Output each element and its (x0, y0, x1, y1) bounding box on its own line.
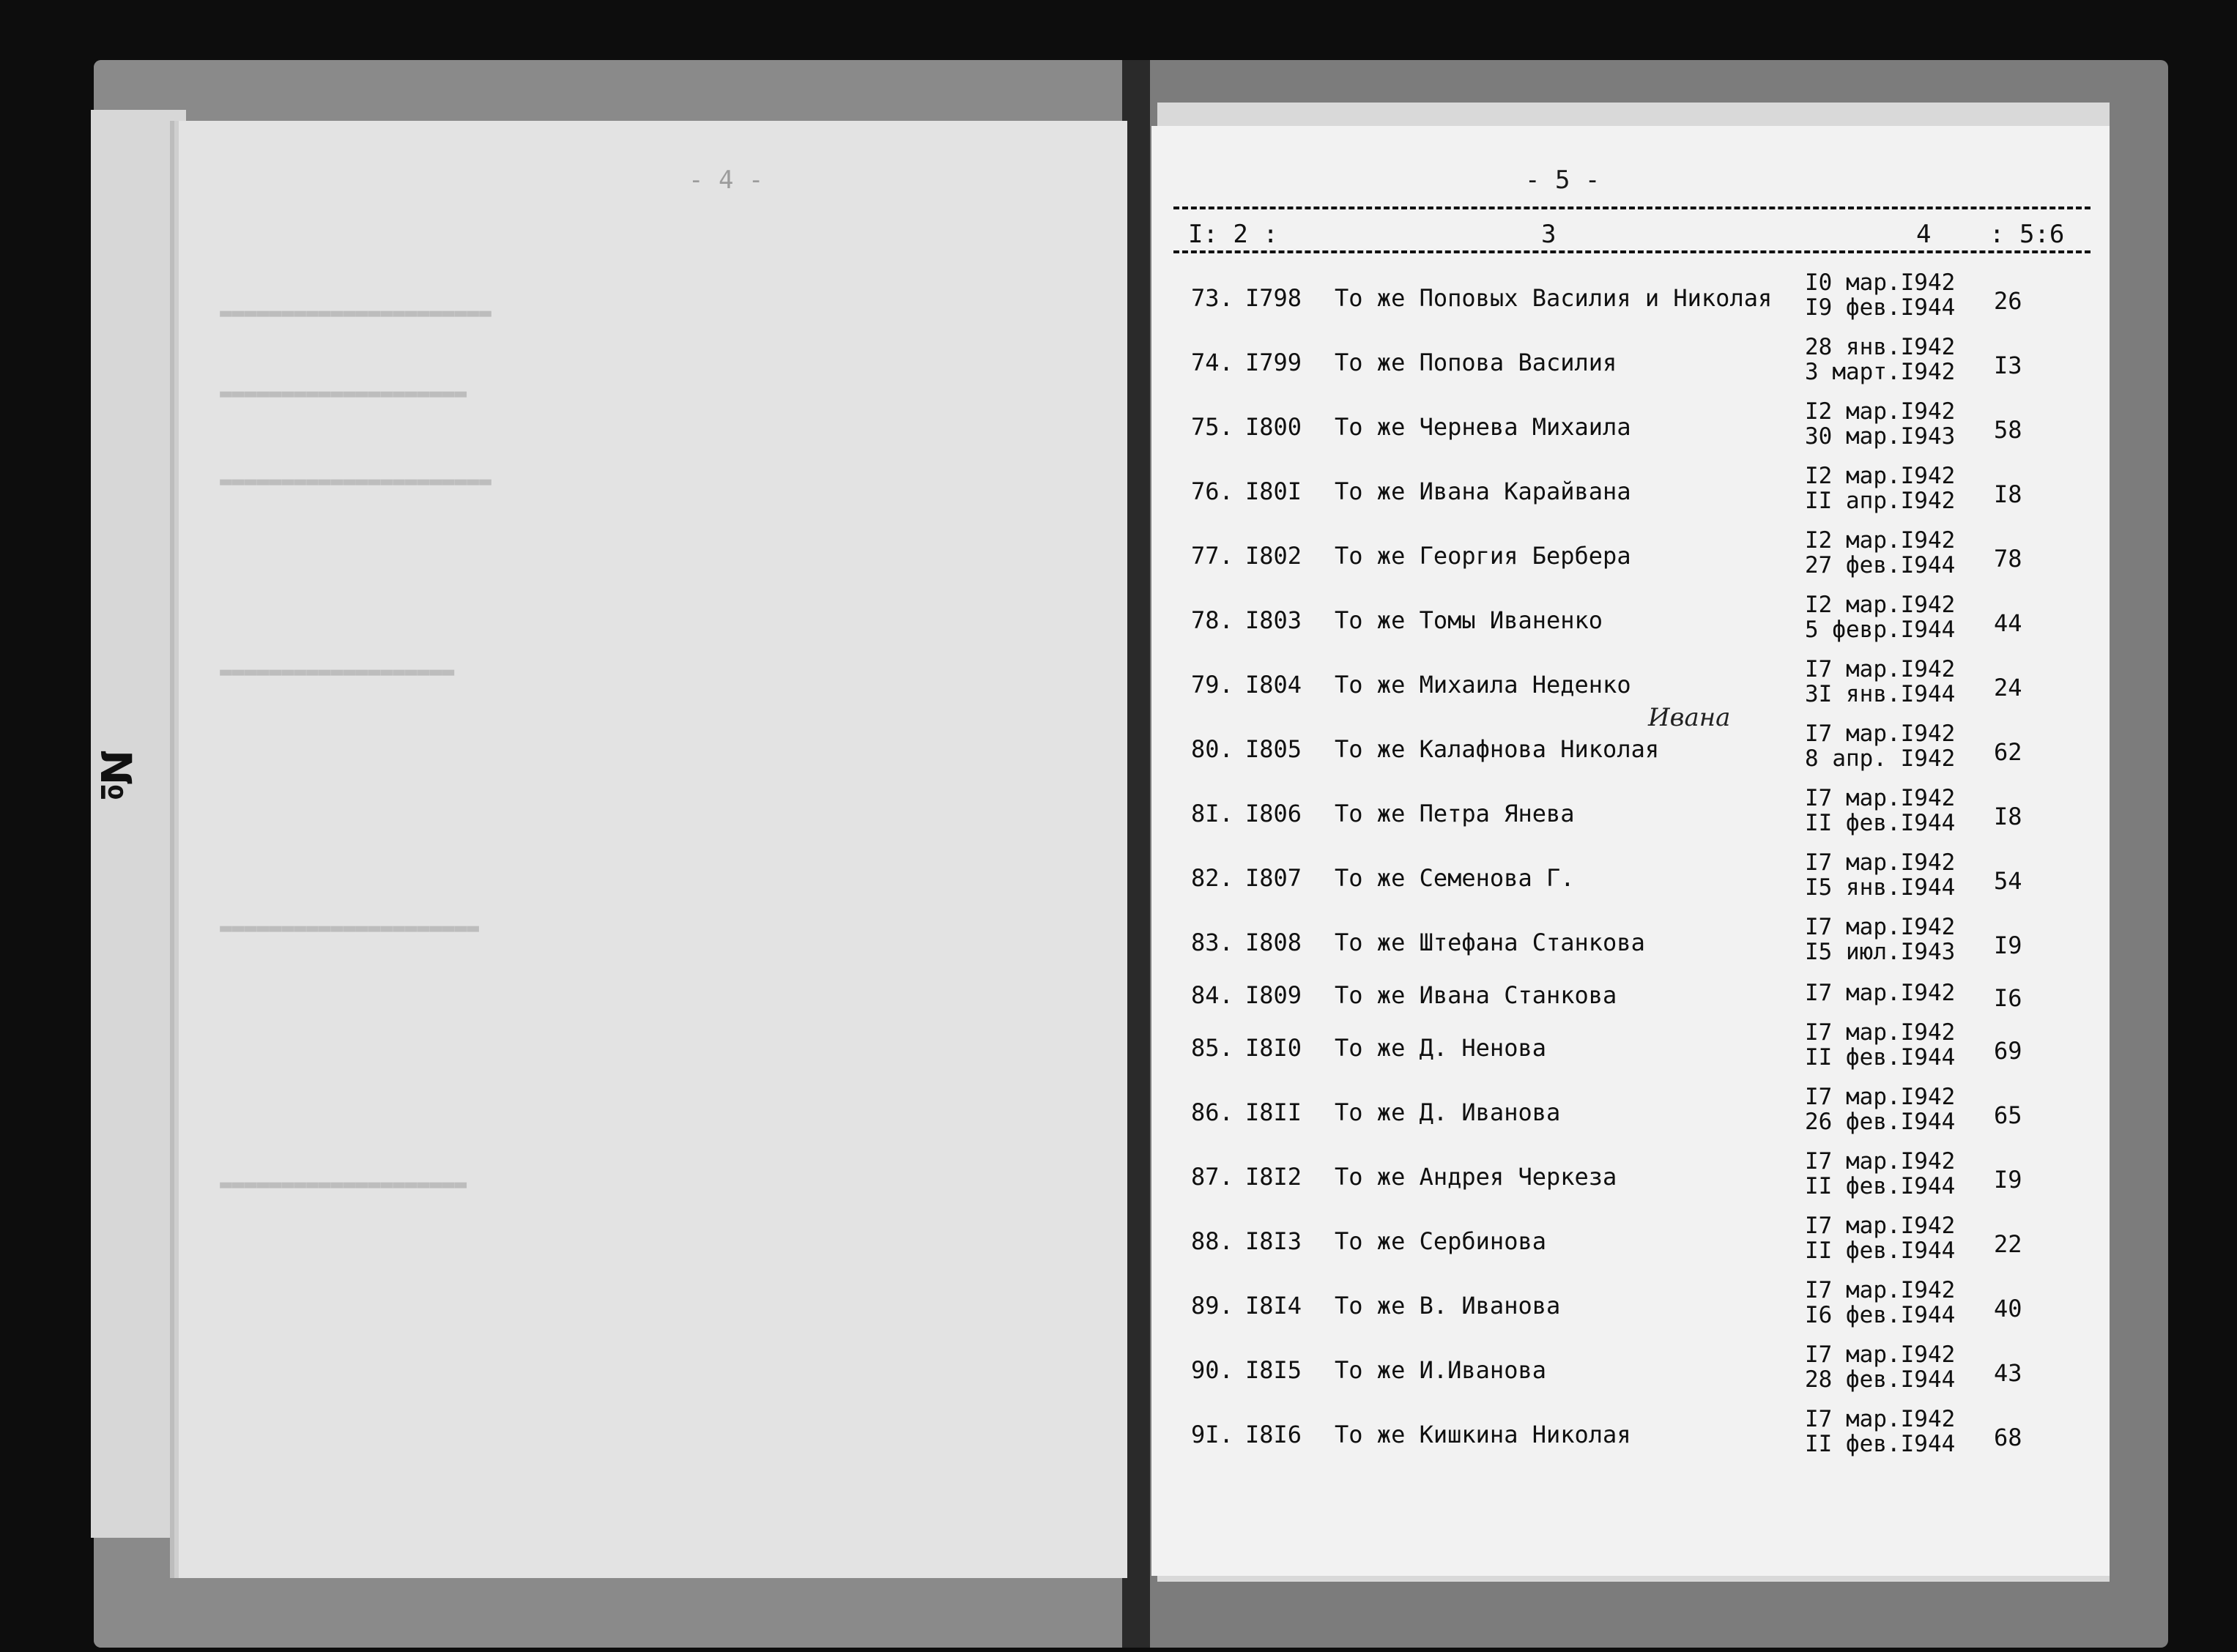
row-number: 83. (1191, 929, 1233, 956)
row-description: То же Семенова Г. (1335, 864, 1575, 892)
row-file-number: I808 (1245, 929, 1302, 956)
row-file-number: I8I4 (1245, 1292, 1302, 1320)
row-date-start: I7 мар.I942 (1805, 849, 1956, 876)
row-file-number: I805 (1245, 735, 1302, 763)
row-file-number: I807 (1245, 864, 1302, 892)
row-description: То же Томы Иваненко (1335, 606, 1603, 634)
archive-number-stamp: № (91, 750, 141, 801)
row-description: То же Калафнова Николая (1335, 735, 1660, 763)
header-rule-top (1173, 206, 2091, 209)
row-date-end: 26 фев.I944 (1805, 1109, 1956, 1135)
row-description: То же Кишкина Николая (1335, 1421, 1631, 1448)
row-number: 76. (1191, 477, 1233, 505)
right-page-number: - 5 - (1525, 165, 1600, 195)
row-number: 89. (1191, 1292, 1233, 1320)
row-date-start: I7 мар.I942 (1805, 1148, 1956, 1175)
row-file-number: I8I5 (1245, 1356, 1302, 1384)
bleed-through-text: ▬▬▬▬▬▬▬▬▬▬▬▬▬▬▬▬▬▬▬▬▬ (220, 915, 480, 940)
row-date-end: II фев.I944 (1805, 810, 1956, 836)
row-description: То же Д. Ненова (1335, 1034, 1546, 1062)
row-page-count: I6 (1994, 984, 2022, 1012)
header-col-4: 4 (1916, 220, 1932, 249)
row-description: То же Чернева Михаила (1335, 413, 1631, 441)
row-page-count: 22 (1994, 1230, 2022, 1258)
row-page-count: 26 (1994, 287, 2022, 315)
bleed-through-text: ▬▬▬▬▬▬▬▬▬▬▬▬▬▬▬▬▬▬▬ (220, 659, 455, 683)
row-file-number: I800 (1245, 413, 1302, 441)
row-date-end: II фев.I944 (1805, 1431, 1956, 1457)
header-col-3: 3 (1541, 220, 1557, 249)
row-number: 84. (1191, 981, 1233, 1009)
row-page-count: 58 (1994, 416, 2022, 444)
header-col-5-6: : 5:6 (1989, 220, 2065, 249)
row-description: То же Штефана Станкова (1335, 929, 1645, 956)
row-date-end: I5 янв.I944 (1805, 874, 1956, 901)
row-date-start: I7 мар.I942 (1805, 785, 1956, 811)
row-description: То же Сербинова (1335, 1227, 1546, 1255)
row-description: То же Ивана Станкова (1335, 981, 1617, 1009)
bleed-through-text: ▬▬▬▬▬▬▬▬▬▬▬▬▬▬▬▬▬▬▬▬▬▬ (220, 469, 491, 493)
handwritten-note: Ивана (1648, 703, 1731, 732)
row-page-count: 44 (1994, 609, 2022, 637)
row-description: То же Д. Иванова (1335, 1098, 1561, 1126)
bleed-through-text: ▬▬▬▬▬▬▬▬▬▬▬▬▬▬▬▬▬▬▬▬ (220, 381, 467, 405)
row-date-end: I9 фев.I944 (1805, 294, 1956, 321)
row-page-count: I9 (1994, 1166, 2022, 1194)
row-date-start: I2 мар.I942 (1805, 592, 1956, 618)
row-file-number: I804 (1245, 671, 1302, 699)
row-number: 73. (1191, 284, 1233, 312)
row-number: 75. (1191, 413, 1233, 441)
row-description: То же Андрея Черкеза (1335, 1163, 1617, 1191)
left-page (179, 121, 1127, 1578)
row-file-number: I798 (1245, 284, 1302, 312)
row-date-end: I6 фев.I944 (1805, 1302, 1956, 1328)
row-date-start: I7 мар.I942 (1805, 1019, 1956, 1046)
row-date-end: II фев.I944 (1805, 1238, 1956, 1264)
row-file-number: I802 (1245, 542, 1302, 570)
row-number: 9I. (1191, 1421, 1233, 1448)
row-file-number: I799 (1245, 349, 1302, 376)
row-page-count: 78 (1994, 545, 2022, 573)
row-page-count: I3 (1994, 351, 2022, 379)
row-description: То же В. Иванова (1335, 1292, 1561, 1320)
row-date-start: I7 мар.I942 (1805, 914, 1956, 940)
row-date-start: I7 мар.I942 (1805, 1213, 1956, 1239)
row-date-start: I7 мар.I942 (1805, 1277, 1956, 1303)
row-number: 79. (1191, 671, 1233, 699)
row-date-end: 3 март.I942 (1805, 359, 1956, 385)
row-number: 74. (1191, 349, 1233, 376)
row-page-count: 69 (1994, 1037, 2022, 1065)
row-number: 87. (1191, 1163, 1233, 1191)
row-date-end: 30 мар.I943 (1805, 423, 1956, 450)
row-date-end: II апр.I942 (1805, 488, 1956, 514)
row-page-count: 54 (1994, 867, 2022, 895)
row-page-count: I8 (1994, 803, 2022, 830)
row-date-end: 28 фев.I944 (1805, 1366, 1956, 1393)
row-number: 85. (1191, 1034, 1233, 1062)
row-file-number: I80I (1245, 477, 1302, 505)
row-number: 78. (1191, 606, 1233, 634)
row-file-number: I8I3 (1245, 1227, 1302, 1255)
row-date-start: I7 мар.I942 (1805, 656, 1956, 682)
row-date-start: I7 мар.I942 (1805, 1084, 1956, 1110)
row-date-end: I5 июл.I943 (1805, 939, 1956, 965)
row-description: То же Попова Василия (1335, 349, 1617, 376)
row-date-end: 8 апр. I942 (1805, 745, 1956, 772)
row-date-start: 28 янв.I942 (1805, 334, 1956, 360)
row-file-number: I803 (1245, 606, 1302, 634)
row-file-number: I806 (1245, 800, 1302, 827)
row-page-count: 62 (1994, 738, 2022, 766)
header-rule-bottom (1173, 250, 2091, 253)
row-number: 86. (1191, 1098, 1233, 1126)
row-file-number: I809 (1245, 981, 1302, 1009)
row-file-number: I8I0 (1245, 1034, 1302, 1062)
row-page-count: I9 (1994, 931, 2022, 959)
row-date-end: II фев.I944 (1805, 1173, 1956, 1199)
row-date-end: 27 фев.I944 (1805, 552, 1956, 578)
row-page-count: 24 (1994, 674, 2022, 702)
row-file-number: I8I6 (1245, 1421, 1302, 1448)
row-description: То же Михаила Неденко (1335, 671, 1631, 699)
row-number: 77. (1191, 542, 1233, 570)
row-date-start: I2 мар.I942 (1805, 527, 1956, 554)
row-date-end: II фев.I944 (1805, 1044, 1956, 1071)
row-file-number: I8I2 (1245, 1163, 1302, 1191)
row-description: То же И.Иванова (1335, 1356, 1546, 1384)
row-date-end: 3I янв.I944 (1805, 681, 1956, 707)
row-date-start: I7 мар.I942 (1805, 721, 1956, 747)
row-date-end: 5 февр.I944 (1805, 617, 1956, 643)
row-description: То же Поповых Василия и Николая (1335, 284, 1773, 312)
header-col-1-2: I: 2 : (1188, 220, 1278, 249)
row-description: То же Георгия Бербера (1335, 542, 1631, 570)
left-page-number: - 4 - (689, 165, 764, 195)
row-file-number: I8II (1245, 1098, 1302, 1126)
row-description: То же Ивана Карайвана (1335, 477, 1631, 505)
row-date-start: I0 мар.I942 (1805, 269, 1956, 296)
bleed-through-text: ▬▬▬▬▬▬▬▬▬▬▬▬▬▬▬▬▬▬▬▬▬▬ (220, 300, 491, 324)
row-number: 90. (1191, 1356, 1233, 1384)
row-number: 88. (1191, 1227, 1233, 1255)
row-page-count: I8 (1994, 480, 2022, 508)
row-page-count: 68 (1994, 1424, 2022, 1451)
row-page-count: 65 (1994, 1101, 2022, 1129)
row-date-start: I7 мар.I942 (1805, 1406, 1956, 1432)
row-description: То же Петра Янева (1335, 800, 1575, 827)
row-date-start: I7 мар.I942 (1805, 1342, 1956, 1368)
row-page-count: 43 (1994, 1359, 2022, 1387)
row-number: 80. (1191, 735, 1233, 763)
row-number: 8I. (1191, 800, 1233, 827)
left-flyleaf (91, 110, 186, 1538)
row-date-start: I2 мар.I942 (1805, 463, 1956, 489)
row-page-count: 40 (1994, 1295, 2022, 1322)
row-number: 82. (1191, 864, 1233, 892)
row-date-start: I7 мар.I942 (1805, 980, 1956, 1006)
bleed-through-text: ▬▬▬▬▬▬▬▬▬▬▬▬▬▬▬▬▬▬▬▬ (220, 1172, 467, 1196)
row-date-start: I2 мар.I942 (1805, 398, 1956, 425)
